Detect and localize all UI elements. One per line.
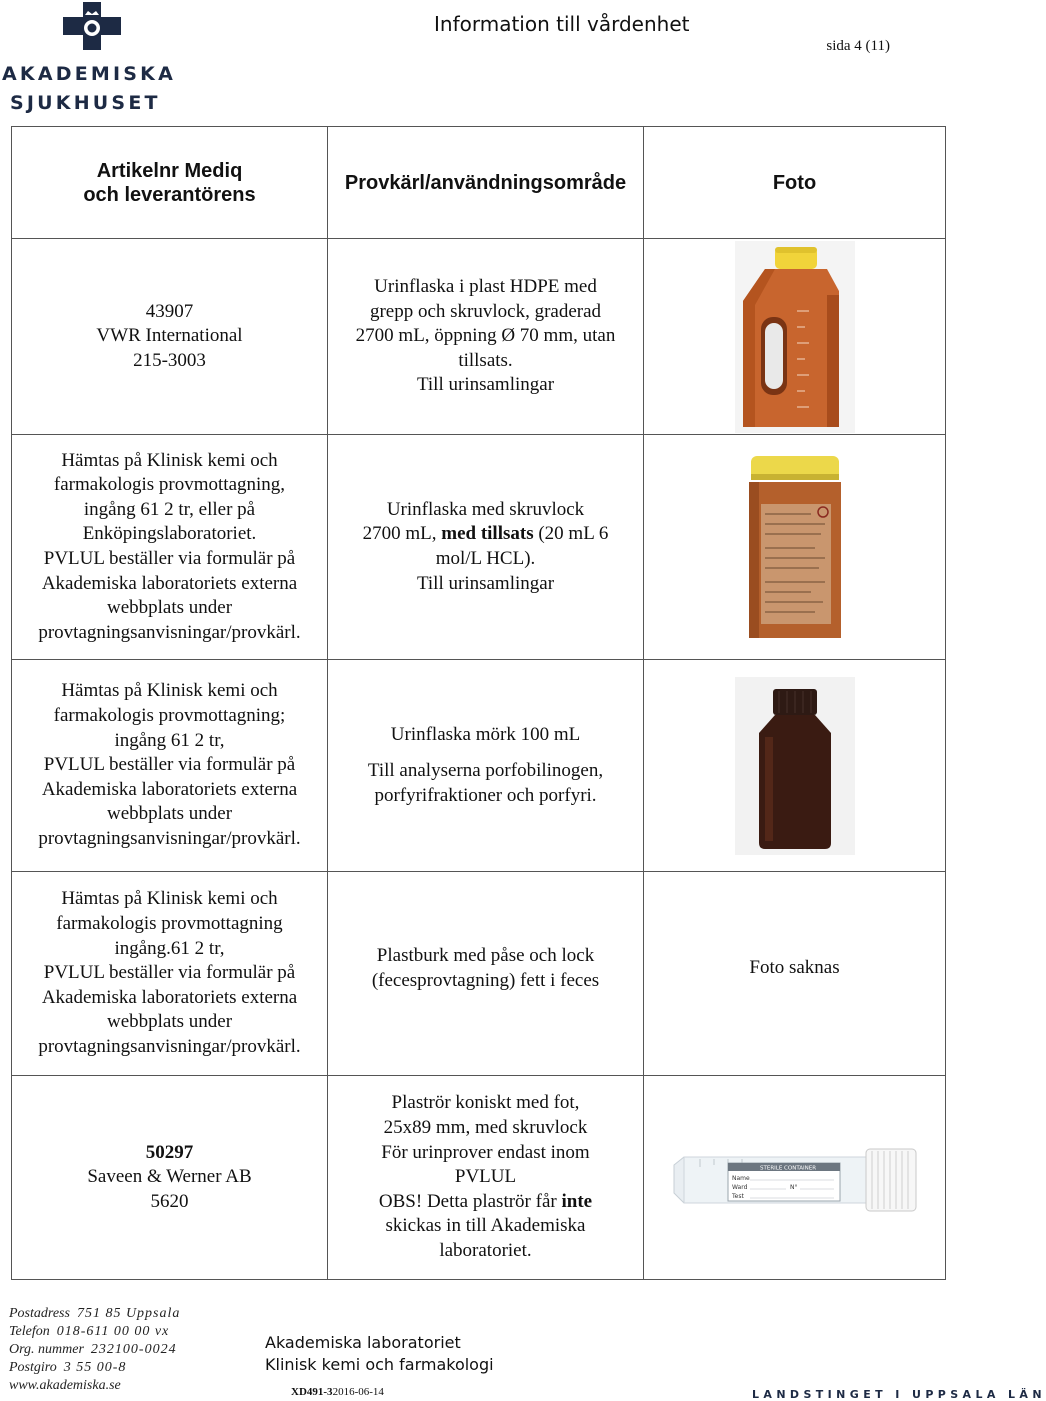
tube-label-no: N° (789, 1183, 797, 1191)
document-title: Information till vårdenhet (434, 12, 690, 36)
photo-cell (644, 435, 946, 660)
dark-bottle-icon (735, 677, 855, 855)
description-cell: Urinflaska mörk 100 mL Till analyserna porfobilinogen, porfyrifraktioner och porfyri. (328, 660, 644, 872)
logo-text-line1: AKADEMISKA (2, 63, 176, 85)
article-cell: 43907 VWR International 215-3003 (12, 239, 328, 435)
table-row (12, 660, 946, 872)
orange-urine-jug-icon (735, 241, 855, 433)
pickup-info-cell: Hämtas på Klinisk kemi och farmakologis provmottagning, ingång 61 2 tr, eller på Enköpingslaboratoriet. PVLUL beställer via formulär på Akademiska laboratoriets externa webbplats under provtagningsanvisningar/provkärl. (12, 435, 328, 660)
article-cell: 50297 Saveen & Werner AB 5620 (12, 1076, 328, 1280)
footer-contact: Postadress 751 85 Uppsala Telefon 018-611 00 00 vx Org. nummer 232100-0024 Postgiro 3 55 00-8 www.akademiska.se (9, 1306, 181, 1393)
page-number: sida 4 (11) (826, 38, 890, 54)
pickup-info-cell: Hämtas på Klinisk kemi och farmakologis provmottagning; ingång 61 2 tr, PVLUL beställer via formulär på Akademiska laboratoriets externa webbplats under provtagningsanvisningar/provkärl. (12, 660, 328, 872)
tube-label-ward: Ward (731, 1183, 747, 1191)
header-container-usage: Provkärl/användningsområde (328, 127, 644, 239)
hospital-logo (0, 0, 190, 120)
table-header-row (12, 127, 946, 239)
table-row (12, 435, 946, 660)
tube-label-name: Name (731, 1174, 750, 1182)
footer-website[interactable]: www.akademiska.se (9, 1378, 121, 1393)
table-row (12, 1076, 946, 1280)
labeled-urine-bottle-icon (745, 452, 845, 642)
description-cell: Urinflaska i plast HDPE med grepp och skruvlock, graderad 2700 mL, öppning Ø 70 mm, utan tillsats. Till urinsamlingar (328, 239, 644, 435)
photo-cell (644, 239, 946, 435)
photo-cell (644, 1076, 946, 1280)
photo-missing-cell: Foto saknas (644, 872, 946, 1076)
table-row (12, 872, 946, 1076)
table-row (12, 239, 946, 435)
county-council-name: LANDSTINGET I UPPSALA LÄN (752, 1388, 1046, 1401)
conical-tube-icon (670, 1135, 920, 1221)
description-cell: Plastburk med påse och lock (fecesprovtagning) fett i feces (328, 872, 644, 1076)
description-cell: Plaströr koniskt med fot, 25x89 mm, med skruvlock För urinprover endast inom PVLUL OBS! Detta plaströr får inte skickas in till Akademiska laboratoriet. (328, 1076, 644, 1280)
tube-label-test: Test (731, 1192, 744, 1200)
header-article-number: Artikelnr Mediq och leverantörens (12, 127, 328, 239)
header-photo: Foto (644, 127, 946, 239)
footer-department: Akademiska laboratoriet Klinisk kemi och farmakologi (265, 1333, 494, 1374)
tube-label-title: STERILE CONTAINER (759, 1165, 816, 1171)
pickup-info-cell: Hämtas på Klinisk kemi och farmakologis provmottagning ingång.61 2 tr, PVLUL beställer via formulär på Akademiska laboratoriets externa webbplats under provtagningsanvisningar/provkärl. (12, 872, 328, 1076)
description-cell: Urinflaska med skruvlock 2700 mL, med tillsats (20 mL 6 mol/L HCL). Till urinsamlingar (328, 435, 644, 660)
document-code: XD491-32016-06-14 (291, 1386, 384, 1398)
photo-cell (644, 660, 946, 872)
logo-text-line2: SJUKHUSET (10, 92, 161, 114)
crown-cross-logo-icon (63, 2, 121, 50)
container-table (11, 126, 946, 1280)
